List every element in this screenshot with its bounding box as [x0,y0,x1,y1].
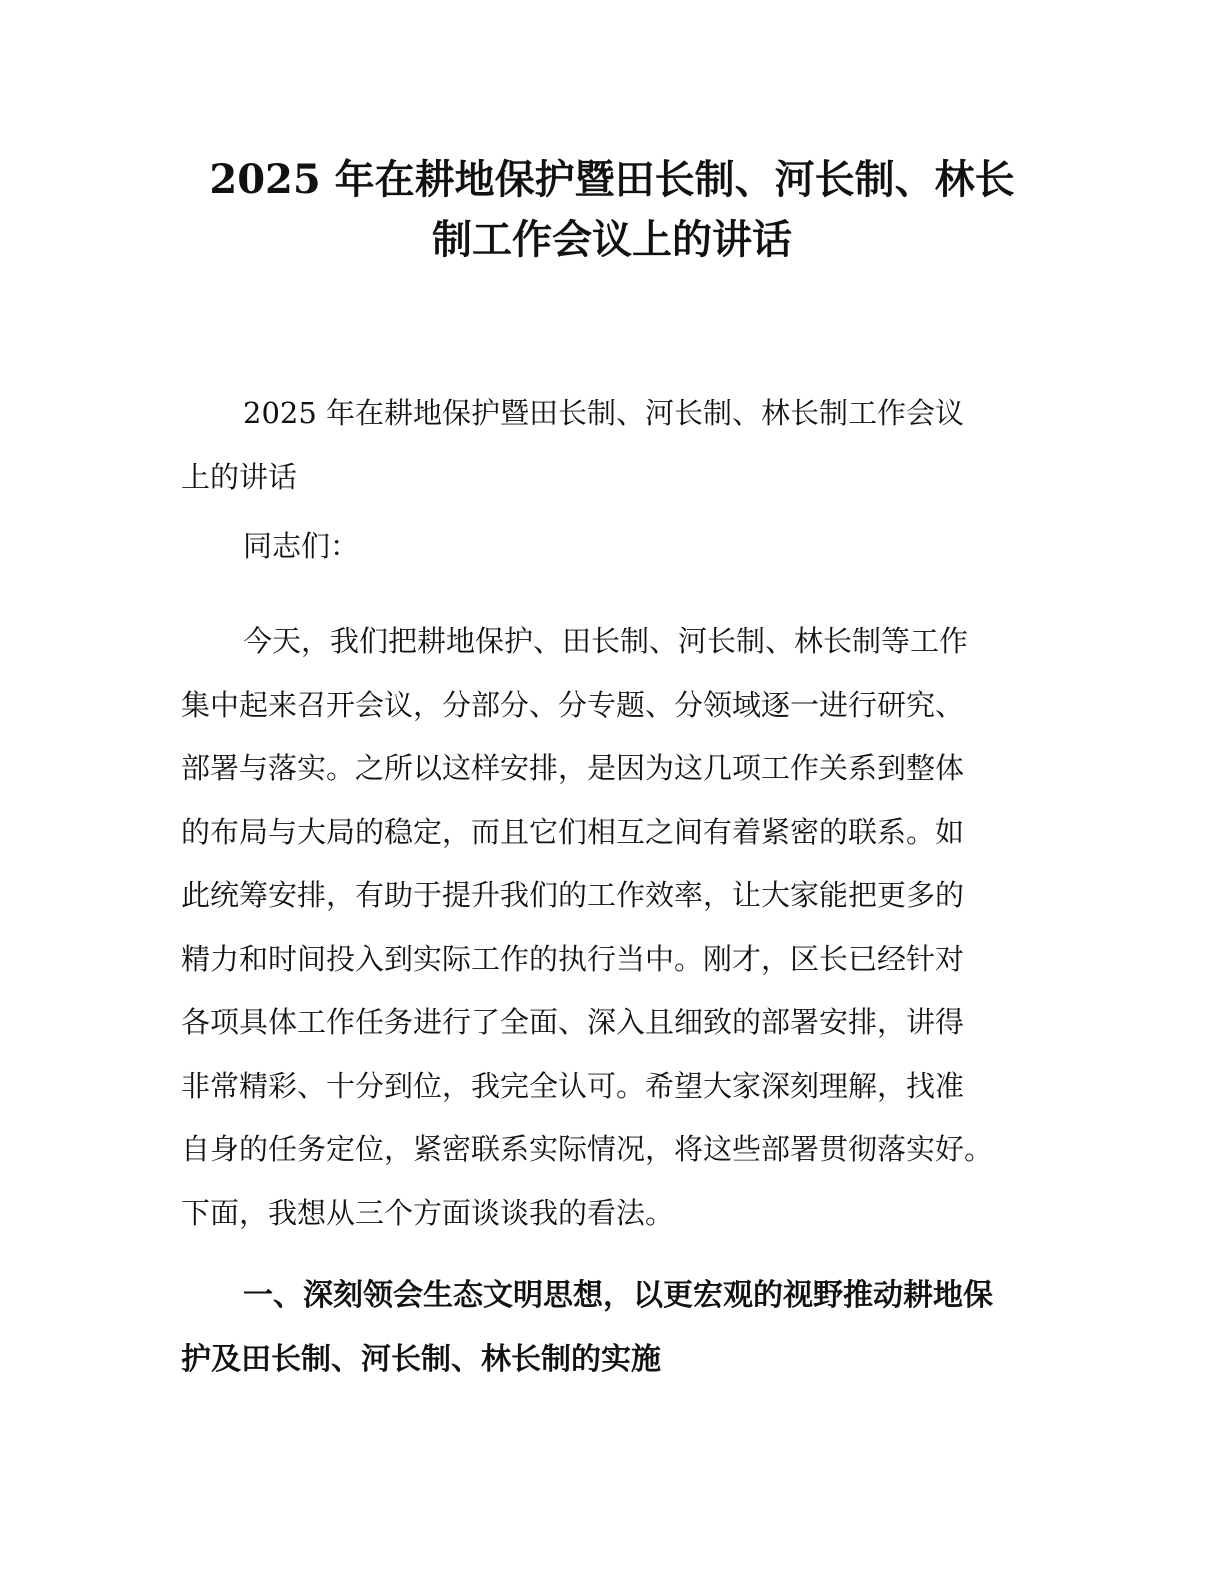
paragraph-line: 集中起来召开会议，分部分、分专题、分领域逐一进行研究、 [181,687,965,722]
paragraph-line: 非常精彩、十分到位，我完全认可。希望大家深刻理解，找准 [181,1068,965,1103]
paragraph-line: 此统筹安排，有助于提升我们的工作效率，让大家能把更多的 [181,878,965,912]
section-heading-line-2: 护及田长制、河长制、林长制的实施 [181,1341,661,1377]
paragraph-line: 各项具体工作任务进行了全面、深入且细致的部署安排，讲得 [181,1005,965,1039]
subtitle-line-2: 上的讲话 [181,459,298,494]
subtitle-line-1: 2025 年在耕地保护暨田长制、河长制、林长制工作会议 [243,396,965,430]
document-title [150,150,1074,270]
paragraph-line: 精力和时间投入到实际工作的执行当中。刚才，区长已经针对 [181,941,965,976]
section-heading-line-1: 一、深刻领会生态文明思想，以更宏观的视野推动耕地保 [243,1278,993,1313]
paragraph-line: 下面，我想从三个方面谈谈我的看法。 [181,1195,675,1230]
subtitle-paragraph [181,382,1061,509]
greeting [181,515,1061,579]
paragraph-line: 自身的任务定位，紧密联系实际情况，将这些部署贯彻落实好。 [181,1132,994,1166]
paragraph-line: 部署与落实。之所以这样安排，是因为这几项工作关系到整体 [181,751,965,785]
paragraph-line: 今天，我们把耕地保护、田长制、河长制、林长制等工作 [243,624,969,658]
title-line-2: 制工作会议上的讲话 [432,216,792,263]
opening-paragraph [181,610,1061,1245]
title-line-1: 2025 年在耕地保护暨田长制、河长制、林长 [209,156,1015,203]
section-heading-1 [181,1264,1061,1391]
greeting-text: 同志们： [243,529,360,563]
paragraph-line: 的布局与大局的稳定，而且它们相互之间有着紧密的联系。如 [181,814,965,849]
